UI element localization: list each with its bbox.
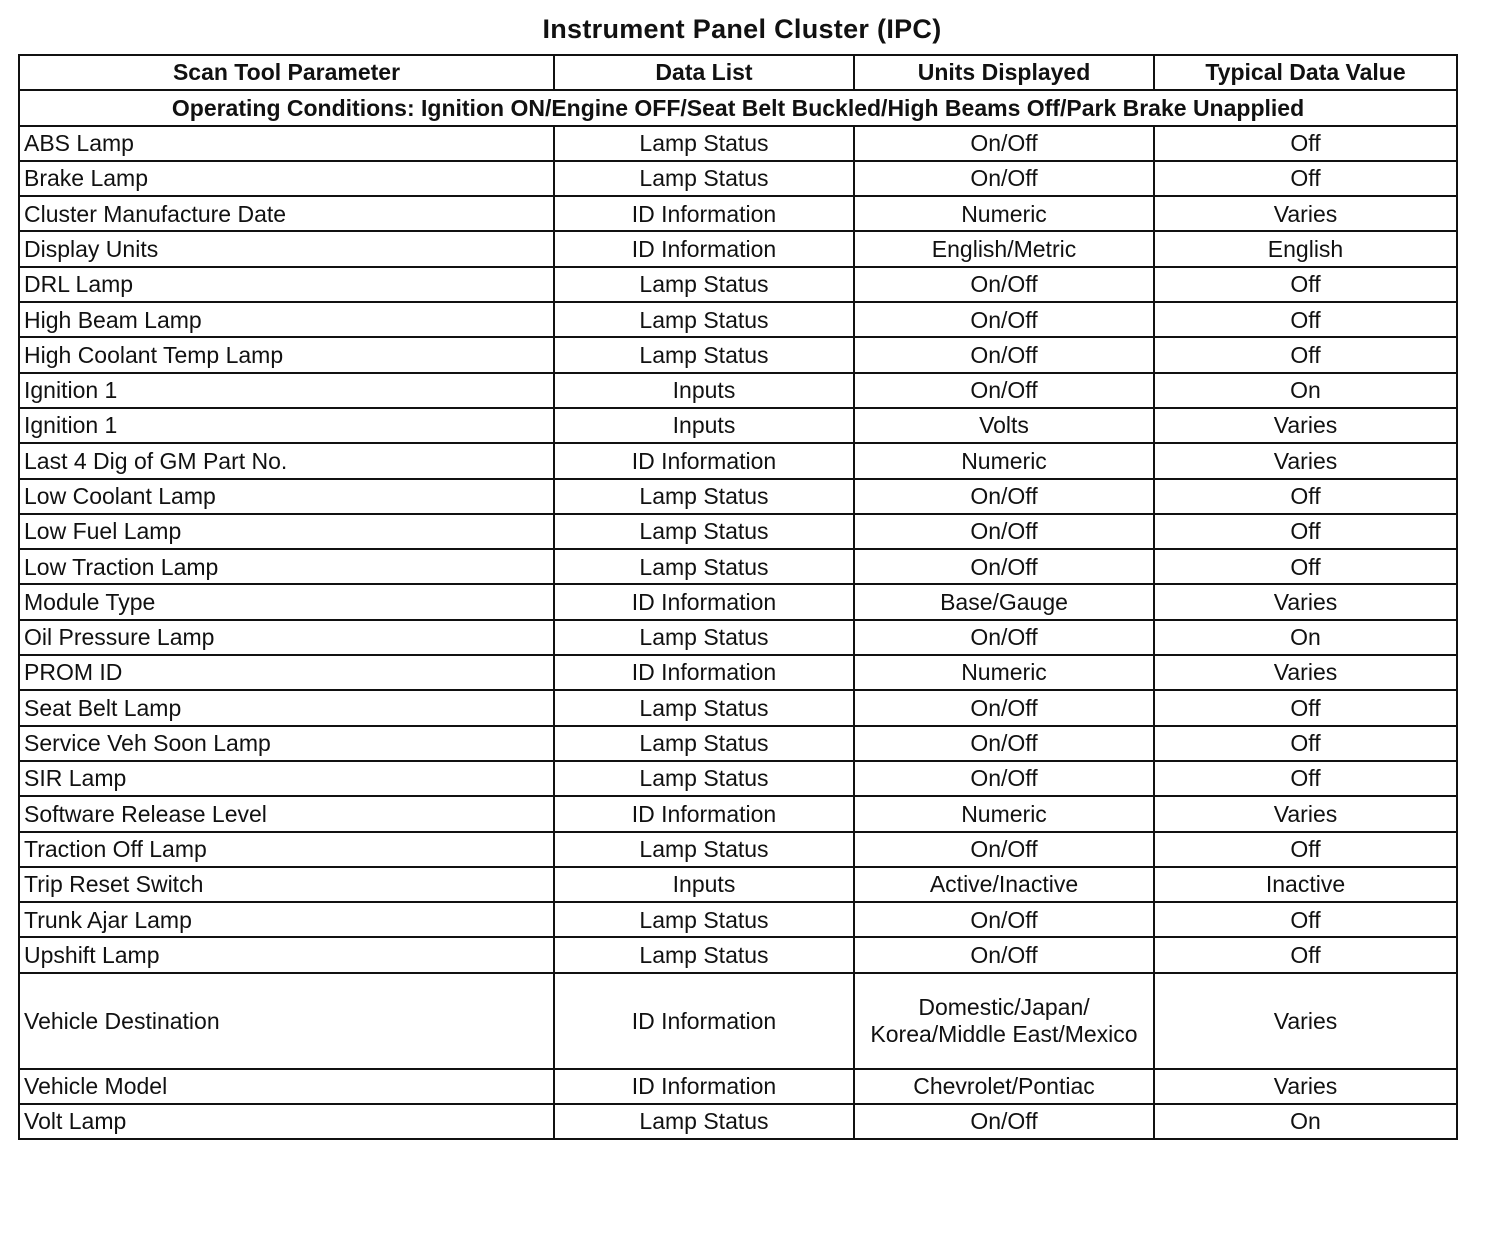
cell-units-displayed: Numeric (854, 655, 1154, 690)
cell-parameter: PROM ID (19, 655, 554, 690)
table-row (19, 549, 1457, 584)
cell-units-displayed: On/Off (854, 161, 1154, 196)
cell-typical-value: Off (1154, 337, 1457, 372)
cell-parameter: Cluster Manufacture Date (19, 196, 554, 231)
cell-parameter: ABS Lamp (19, 126, 554, 161)
cell-typical-value: Varies (1154, 973, 1457, 1069)
cell-units-displayed: On/Off (854, 126, 1154, 161)
cell-typical-value: Off (1154, 267, 1457, 302)
table-header-row (19, 55, 1457, 90)
cell-typical-value: Varies (1154, 196, 1457, 231)
table-row (19, 231, 1457, 266)
cell-parameter: Service Veh Soon Lamp (19, 726, 554, 761)
table-row (19, 479, 1457, 514)
cell-data-list: Lamp Status (554, 832, 854, 867)
cell-data-list: ID Information (554, 973, 854, 1069)
cell-parameter: Low Traction Lamp (19, 549, 554, 584)
cell-units-displayed: On/Off (854, 302, 1154, 337)
table-row (19, 408, 1457, 443)
cell-parameter: Vehicle Destination (19, 973, 554, 1069)
table-row (19, 1104, 1457, 1139)
page-title: Instrument Panel Cluster (IPC) (542, 14, 942, 44)
cell-parameter: Traction Off Lamp (19, 832, 554, 867)
cell-units-displayed: On/Off (854, 267, 1154, 302)
table-row (19, 584, 1457, 619)
cell-units-displayed: English/Metric (854, 231, 1154, 266)
cell-parameter: Brake Lamp (19, 161, 554, 196)
cell-units-displayed: Chevrolet/Pontiac (854, 1069, 1154, 1104)
cell-data-list: ID Information (554, 231, 854, 266)
table-row (19, 832, 1457, 867)
cell-parameter: Ignition 1 (19, 373, 554, 408)
cell-typical-value: Varies (1154, 408, 1457, 443)
table-row (19, 726, 1457, 761)
cell-data-list: Lamp Status (554, 1104, 854, 1139)
cell-data-list: Lamp Status (554, 620, 854, 655)
cell-parameter: Trip Reset Switch (19, 867, 554, 902)
cell-typical-value: Off (1154, 126, 1457, 161)
cell-typical-value: Off (1154, 302, 1457, 337)
cell-units-displayed: On/Off (854, 373, 1154, 408)
table-row (19, 337, 1457, 372)
cell-parameter: SIR Lamp (19, 761, 554, 796)
table-row (19, 302, 1457, 337)
cell-data-list: Inputs (554, 373, 854, 408)
header-typical-data-value: Typical Data Value (1154, 55, 1457, 90)
table-row (19, 902, 1457, 937)
cell-parameter: Module Type (19, 584, 554, 619)
cell-parameter: Volt Lamp (19, 1104, 554, 1139)
cell-data-list: Lamp Status (554, 726, 854, 761)
cell-typical-value: On (1154, 1104, 1457, 1139)
cell-parameter: Software Release Level (19, 796, 554, 831)
cell-data-list: ID Information (554, 443, 854, 478)
cell-data-list: Lamp Status (554, 161, 854, 196)
table-row (19, 867, 1457, 902)
cell-data-list: Lamp Status (554, 902, 854, 937)
cell-typical-value: English (1154, 231, 1457, 266)
table-row (19, 267, 1457, 302)
cell-units-displayed: Numeric (854, 796, 1154, 831)
cell-parameter: Oil Pressure Lamp (19, 620, 554, 655)
cell-units-displayed: On/Off (854, 514, 1154, 549)
cell-typical-value: On (1154, 373, 1457, 408)
table-row (19, 373, 1457, 408)
cell-parameter: Display Units (19, 231, 554, 266)
cell-data-list: Lamp Status (554, 549, 854, 584)
cell-data-list: ID Information (554, 196, 854, 231)
cell-data-list: Inputs (554, 408, 854, 443)
cell-typical-value: On (1154, 620, 1457, 655)
table-row (19, 514, 1457, 549)
cell-typical-value: Off (1154, 161, 1457, 196)
cell-data-list: Lamp Status (554, 937, 854, 972)
cell-typical-value: Off (1154, 690, 1457, 725)
cell-typical-value: Varies (1154, 796, 1457, 831)
cell-data-list: Lamp Status (554, 337, 854, 372)
cell-units-displayed: Volts (854, 408, 1154, 443)
cell-parameter: Low Coolant Lamp (19, 479, 554, 514)
operating-conditions: Operating Conditions: Ignition ON/Engine OFF/Seat Belt Buckled/High Beams Off/Park Brake Unapplied (19, 90, 1457, 125)
cell-parameter: High Coolant Temp Lamp (19, 337, 554, 372)
table-row (19, 690, 1457, 725)
cell-units-displayed: On/Off (854, 549, 1154, 584)
cell-parameter: Seat Belt Lamp (19, 690, 554, 725)
cell-units-displayed: On/Off (854, 902, 1154, 937)
cell-data-list: ID Information (554, 655, 854, 690)
cell-data-list: Lamp Status (554, 126, 854, 161)
cell-data-list: ID Information (554, 796, 854, 831)
header-scan-tool-parameter: Scan Tool Parameter (19, 55, 554, 90)
cell-data-list: Lamp Status (554, 479, 854, 514)
table-row (19, 1069, 1457, 1104)
cell-units-displayed: Active/Inactive (854, 867, 1154, 902)
cell-data-list: Lamp Status (554, 514, 854, 549)
cell-data-list: Lamp Status (554, 761, 854, 796)
cell-units-displayed: On/Off (854, 690, 1154, 725)
cell-units-displayed: On/Off (854, 726, 1154, 761)
cell-parameter: Low Fuel Lamp (19, 514, 554, 549)
cell-parameter: Upshift Lamp (19, 937, 554, 972)
cell-units-displayed: On/Off (854, 761, 1154, 796)
cell-data-list: Lamp Status (554, 267, 854, 302)
table-row (19, 126, 1457, 161)
table-row (19, 761, 1457, 796)
cell-typical-value: Varies (1154, 655, 1457, 690)
table-row (19, 161, 1457, 196)
cell-units-displayed: On/Off (854, 479, 1154, 514)
table-row (19, 655, 1457, 690)
cell-units-displayed: Numeric (854, 443, 1154, 478)
cell-parameter: High Beam Lamp (19, 302, 554, 337)
header-data-list: Data List (554, 55, 854, 90)
table-row (19, 196, 1457, 231)
cell-typical-value: Varies (1154, 443, 1457, 478)
cell-typical-value: Off (1154, 761, 1457, 796)
operating-conditions-row (19, 90, 1457, 125)
cell-typical-value: Off (1154, 479, 1457, 514)
cell-units-displayed: Domestic/Japan/ Korea/Middle East/Mexico (854, 973, 1154, 1069)
cell-typical-value: Varies (1154, 584, 1457, 619)
cell-units-displayed: On/Off (854, 337, 1154, 372)
table-row (19, 796, 1457, 831)
cell-units-displayed: On/Off (854, 832, 1154, 867)
cell-data-list: Inputs (554, 867, 854, 902)
cell-units-displayed: On/Off (854, 937, 1154, 972)
cell-typical-value: Off (1154, 832, 1457, 867)
cell-typical-value: Off (1154, 726, 1457, 761)
table-row (19, 973, 1457, 1069)
table-row (19, 937, 1457, 972)
cell-parameter: Trunk Ajar Lamp (19, 902, 554, 937)
cell-typical-value: Off (1154, 549, 1457, 584)
header-units-displayed: Units Displayed (854, 55, 1154, 90)
cell-data-list: Lamp Status (554, 302, 854, 337)
cell-units-displayed: Numeric (854, 196, 1154, 231)
ipc-data-table (18, 54, 1458, 1140)
cell-typical-value: Varies (1154, 1069, 1457, 1104)
table-row (19, 620, 1457, 655)
cell-units-displayed: On/Off (854, 1104, 1154, 1139)
cell-parameter: DRL Lamp (19, 267, 554, 302)
cell-data-list: Lamp Status (554, 690, 854, 725)
cell-parameter: Ignition 1 (19, 408, 554, 443)
cell-parameter: Last 4 Dig of GM Part No. (19, 443, 554, 478)
cell-typical-value: Off (1154, 937, 1457, 972)
cell-units-displayed: Base/Gauge (854, 584, 1154, 619)
cell-typical-value: Off (1154, 514, 1457, 549)
cell-typical-value: Inactive (1154, 867, 1457, 902)
cell-data-list: ID Information (554, 584, 854, 619)
table-row (19, 443, 1457, 478)
cell-parameter: Vehicle Model (19, 1069, 554, 1104)
cell-data-list: ID Information (554, 1069, 854, 1104)
cell-units-displayed: On/Off (854, 620, 1154, 655)
cell-typical-value: Off (1154, 902, 1457, 937)
